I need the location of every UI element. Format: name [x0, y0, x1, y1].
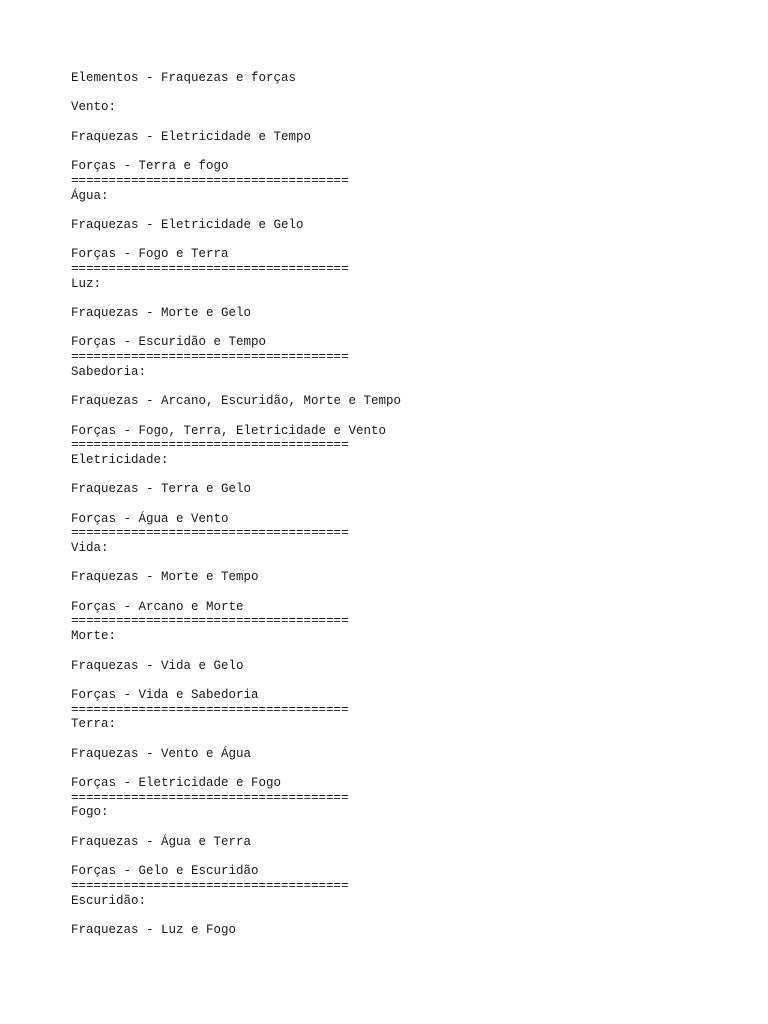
blank-line [71, 115, 731, 130]
weaknesses-line: Fraquezas - Eletricidade e Tempo [71, 129, 312, 144]
blank-line [71, 497, 731, 512]
blank-line [71, 291, 731, 306]
document-text [71, 71, 731, 938]
blank-line [71, 86, 731, 101]
blank-line [71, 908, 731, 923]
element-heading: Escuridão: [71, 893, 147, 908]
blank-line [71, 732, 731, 747]
element-heading: Terra: [71, 717, 117, 732]
separator-line: ===================================== [71, 438, 349, 453]
element-heading: Luz: [71, 276, 102, 291]
strengths-line: Forças - Fogo, Terra, Eletricidade e Vento [71, 423, 387, 438]
strengths-line: Forças - Água e Vento [71, 511, 229, 526]
blank-line [71, 409, 731, 424]
blank-line [71, 203, 731, 218]
blank-line [71, 673, 731, 688]
weaknesses-line: Fraquezas - Terra e Gelo [71, 482, 252, 497]
separator-line: ===================================== [71, 350, 349, 365]
separator-line: ===================================== [71, 790, 349, 805]
element-heading: Vento: [71, 100, 117, 115]
blank-line [71, 761, 731, 776]
strengths-line: Forças - Escuridão e Tempo [71, 335, 267, 350]
document-title: Elementos - Fraquezas e forças [71, 71, 297, 85]
blank-line [71, 468, 731, 483]
blank-line [71, 820, 731, 835]
element-heading: Fogo: [71, 805, 109, 820]
blank-line [71, 585, 731, 600]
blank-line [71, 644, 731, 659]
weaknesses-line: Fraquezas - Arcano, Escuridão, Morte e Tempo [71, 394, 402, 409]
blank-line [71, 321, 731, 336]
strengths-line: Forças - Arcano e Morte [71, 599, 244, 614]
strengths-line: Forças - Eletricidade e Fogo [71, 776, 282, 790]
separator-line: ===================================== [71, 526, 349, 541]
weaknesses-line: Fraquezas - Eletricidade e Gelo [71, 217, 304, 232]
blank-line [71, 849, 731, 864]
weaknesses-line: Fraquezas - Vida e Gelo [71, 658, 244, 673]
element-heading: Água: [71, 188, 109, 203]
blank-line [71, 144, 731, 159]
separator-line: ===================================== [71, 261, 349, 276]
separator-line: ===================================== [71, 878, 349, 893]
blank-line [71, 379, 731, 394]
weaknesses-line: Fraquezas - Vento e Água [71, 746, 252, 761]
weaknesses-line: Fraquezas - Água e Terra [71, 834, 252, 849]
separator-line: ===================================== [71, 614, 349, 629]
element-heading: Sabedoria: [71, 364, 147, 379]
strengths-line: Forças - Gelo e Escuridão [71, 864, 259, 879]
weaknesses-line: Fraquezas - Morte e Tempo [71, 570, 259, 585]
weaknesses-line: Fraquezas - Morte e Gelo [71, 306, 252, 320]
element-heading: Vida: [71, 541, 109, 555]
strengths-line: Forças - Fogo e Terra [71, 247, 229, 262]
blank-line [71, 556, 731, 571]
separator-line: ===================================== [71, 173, 349, 188]
strengths-line: Forças - Terra e fogo [71, 159, 229, 174]
element-heading: Eletricidade: [71, 452, 169, 467]
strengths-line: Forças - Vida e Sabedoria [71, 687, 259, 702]
blank-line [71, 233, 731, 248]
weaknesses-line: Fraquezas - Luz e Fogo [71, 922, 237, 937]
separator-line: ===================================== [71, 702, 349, 717]
element-heading: Morte: [71, 629, 117, 644]
